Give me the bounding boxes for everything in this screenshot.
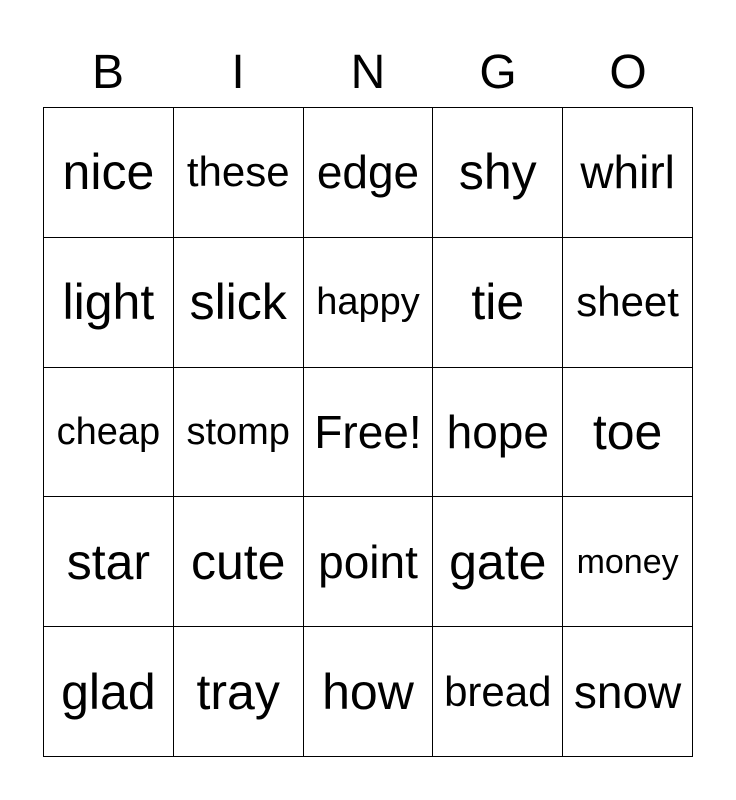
bingo-cell-r1-c1[interactable]: nice bbox=[44, 108, 174, 238]
bingo-cell-r2-c3[interactable]: happy bbox=[304, 238, 434, 368]
bingo-cell-r3-c2[interactable]: stomp bbox=[174, 368, 304, 498]
header-letter-g: G bbox=[479, 46, 517, 99]
bingo-cell-r4-c3[interactable]: point bbox=[304, 497, 434, 627]
bingo-header bbox=[43, 38, 693, 108]
bingo-cell-r2-c1[interactable]: light bbox=[44, 238, 174, 368]
bingo-cell-r4-c1[interactable]: star bbox=[44, 497, 174, 627]
bingo-cell-r2-c4[interactable]: tie bbox=[433, 238, 563, 368]
bingo-cell-r1-c2[interactable]: these bbox=[174, 108, 304, 238]
header-letter-b: B bbox=[91, 46, 124, 99]
bingo-cell-r5-c5[interactable]: snow bbox=[563, 627, 693, 757]
bingo-cell-r3-c4[interactable]: hope bbox=[433, 368, 563, 498]
header-letter-o: O bbox=[609, 46, 647, 99]
bingo-cell-r2-c2[interactable]: slick bbox=[174, 238, 304, 368]
header-letter-n: N bbox=[350, 46, 386, 99]
bingo-cell-r5-c1[interactable]: glad bbox=[44, 627, 174, 757]
bingo-cell-r2-c5[interactable]: sheet bbox=[563, 238, 693, 368]
bingo-cell-r4-c5[interactable]: money bbox=[563, 497, 693, 627]
header-letter-i: I bbox=[231, 46, 245, 99]
bingo-cell-r5-c2[interactable]: tray bbox=[174, 627, 304, 757]
bingo-cell-r3-c5[interactable]: toe bbox=[563, 368, 693, 498]
bingo-cell-r1-c3[interactable]: edge bbox=[304, 108, 434, 238]
bingo-cell-r4-c4[interactable]: gate bbox=[433, 497, 563, 627]
bingo-cell-r1-c4[interactable]: shy bbox=[433, 108, 563, 238]
bingo-cell-r1-c5[interactable]: whirl bbox=[563, 108, 693, 238]
bingo-board bbox=[43, 107, 693, 757]
bingo-cell-r3-c3-free[interactable]: Free! bbox=[304, 368, 434, 498]
bingo-cell-r3-c1[interactable]: cheap bbox=[44, 368, 174, 498]
bingo-cell-r5-c3[interactable]: how bbox=[304, 627, 434, 757]
bingo-cell-r4-c2[interactable]: cute bbox=[174, 497, 304, 627]
bingo-cell-r5-c4[interactable]: bread bbox=[433, 627, 563, 757]
